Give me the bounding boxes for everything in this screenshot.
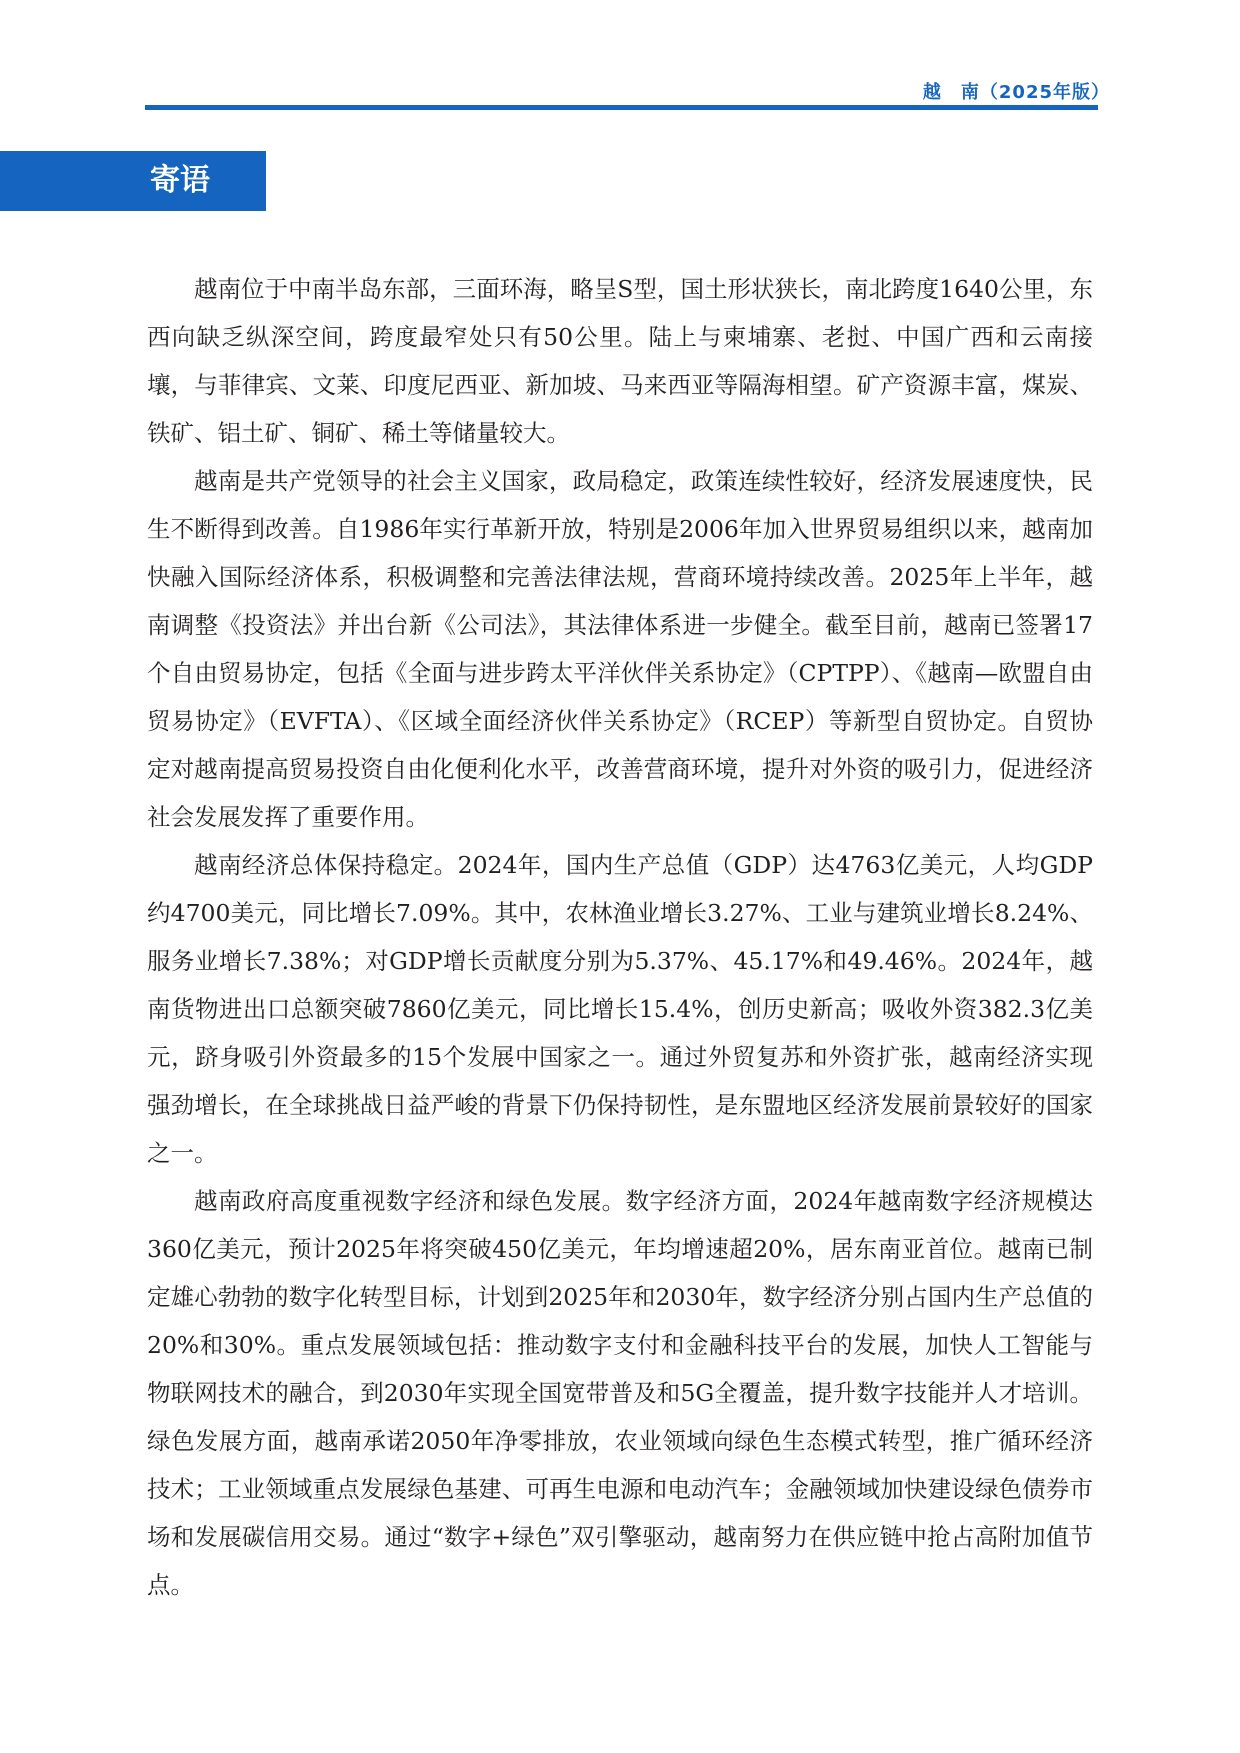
body-text [147,265,1093,1609]
paragraph-geography: 越南位于中南半岛东部，三面环海，略呈S型，国土形状狭长，南北跨度1640公里，东西向缺乏纵深空间，跨度最窄处只有50公里。陆上与柬埔寨、老挝、中国广西和云南接壤，与菲律宾、文莱、印度尼西亚、新加坡、马来西亚等隔海相望。矿产资源丰富，煤炭、铁矿、铝土矿、铜矿、稀土等储量较大。 [147,275,1093,447]
paragraph-digital-green: 越南政府高度重视数字经济和绿色发展。数字经济方面，2024年越南数字经济规模达360亿美元，预计2025年将突破450亿美元，年均增速超20%，居东南亚首位。越南已制定雄心勃勃的数字化转型目标，计划到2025年和2030年，数字经济分别占国内生产总值的20%和30%。重点发展领域包括：推动数字支付和金融科技平台的发展，加快人工智能与物联网技术的融合，到2030年实现全国宽带普及和5G全覆盖，提升数字技能并人才培训。绿色发展方面，越南承诺2050年净零排放，农业领域向绿色生态模式转型，推广循环经济技术；工业领域重点发展绿色基建、可再生电源和电动汽车；金融领域加快建设绿色债券市场和发展碳信用交易。通过“数字+绿色”双引擎驱动，越南努力在供应链中抢占高附加值节点。 [147,1187,1093,1599]
paragraph-economy: 越南经济总体保持稳定。2024年，国内生产总值（GDP）达4763亿美元，人均GDP约4700美元，同比增长7.09%。其中，农林渔业增长3.27%、工业与建筑业增长8.24%、服务业增长7.38%；对GDP增长贡献度分别为5.37%、45.17%和49.46%。2024年，越南货物进出口总额突破7860亿美元，同比增长15.4%，创历史新高；吸收外资382.3亿美元，跻身吸引外资最多的15个发展中国家之一。通过外贸复苏和外资扩张，越南经济实现强劲增长，在全球挑战日益严峻的背景下仍保持韧性，是东盟地区经济发展前景较好的国家之一。 [147,851,1093,1167]
header-divider [145,105,1098,110]
running-header-title: 越 南（2025年版） [922,82,1110,103]
section-heading: 寄语 [0,151,266,211]
paragraph-politics: 越南是共产党领导的社会主义国家，政局稳定，政策连续性较好，经济发展速度快，民生不断得到改善。自1986年实行革新开放，特别是2006年加入世界贸易组织以来，越南加快融入国际经济体系，积极调整和完善法律法规，营商环境持续改善。2025年上半年，越南调整《投资法》并出台新《公司法》，其法律体系进一步健全。截至目前，越南已签署17个自由贸易协定，包括《全面与进步跨太平洋伙伴关系协定》（CPTPP）、《越南—欧盟自由贸易协定》（EVFTA）、《区域全面经济伙伴关系协定》（RCEP）等新型自贸协定。自贸协定对越南提高贸易投资自由化便利化水平，改善营商环境，提升对外资的吸引力，促进经济社会发展发挥了重要作用。 [147,467,1093,831]
